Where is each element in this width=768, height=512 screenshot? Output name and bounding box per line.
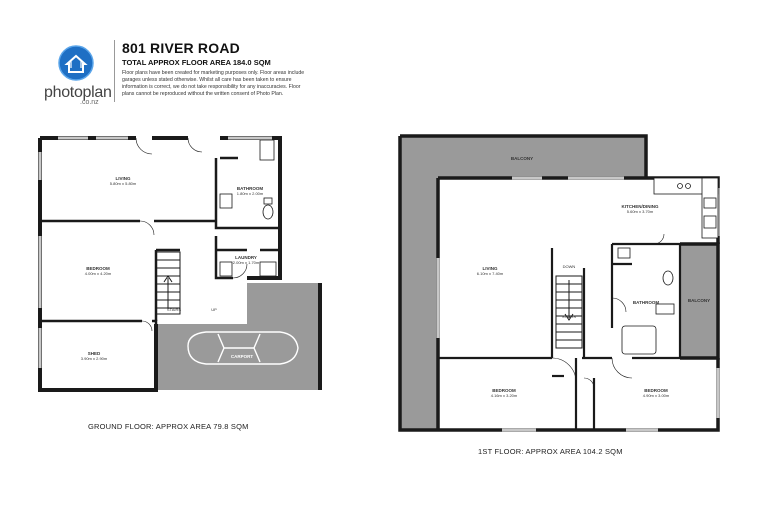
first-floor-caption: 1ST FLOOR: APPROX AREA 104.2 SQM: [478, 447, 623, 456]
ground-floor-caption: GROUND FLOOR: APPROX AREA 79.8 SQM: [88, 422, 249, 431]
first-bedroom-right-label: BEDROOM: [644, 388, 668, 393]
laundry-size: 2.00m x 1.70m: [232, 260, 260, 265]
logo-domain: .co.nz: [80, 99, 99, 106]
carport-label: CARPORT: [230, 354, 254, 359]
first-bedroom-left-size: 4.16m x 3.20m: [490, 393, 518, 398]
up-label: UP: [211, 307, 217, 312]
ground-living-size: 5.80m x 5.80m: [109, 181, 137, 186]
ground-stairs-label: STAIRS: [166, 307, 182, 312]
header-divider: [114, 40, 115, 102]
side-balcony-label: BALCONY: [687, 298, 711, 303]
kitchen-counters: [654, 178, 718, 238]
ground-interior-walls: [40, 158, 280, 324]
carport-area: [156, 283, 320, 390]
shed-size: 3.90m x 2.90m: [80, 356, 108, 361]
first-bedroom-right-size: 4.90m x 3.00m: [642, 393, 670, 398]
ground-bedroom-size: 4.00m x 4.20m: [84, 271, 112, 276]
stairs-icon: [156, 252, 180, 314]
first-stairs-label: STAIRS: [561, 314, 577, 319]
down-label: DOWN: [562, 264, 576, 269]
kitchen-dining-size: 5.60m x 3.70m: [626, 209, 654, 214]
shed-label: SHED: [87, 351, 101, 356]
property-title: 801 RIVER ROAD: [122, 40, 240, 56]
total-area-subtitle: TOTAL APPROX FLOOR AREA 184.0 SQM: [122, 58, 271, 67]
ground-floor-plan: [28, 128, 328, 398]
first-living-size: 6.10m x 7.40m: [476, 271, 504, 276]
laundry-label: LAUNDRY: [235, 255, 257, 260]
ground-bathroom-label: BATHROOM: [236, 186, 264, 191]
disclaimer-text: Floor plans have been created for marketing purposes only. Floor areas include garages unless stated otherwise. Whilst all care has been taken to ensure information is correct, we do not take responsibility for any inaccuracies. Floor plans cannot be reproduced without the written consent of Photo Plan.: [122, 70, 305, 97]
ground-bathroom-size: 1.80m x 2.00m: [236, 191, 264, 196]
ground-living-label: LIVING: [115, 176, 131, 181]
first-stairs-icon: [556, 276, 582, 348]
first-bedroom-left-label: BEDROOM: [492, 388, 516, 393]
logo-text: photoplan: [44, 84, 112, 101]
first-living-label: LIVING: [482, 266, 498, 271]
first-windows: [438, 178, 718, 430]
first-floor-plan: [392, 128, 732, 438]
top-balcony-label: BALCONY: [510, 156, 534, 161]
first-bathroom-label: BATHROOM: [632, 300, 660, 305]
photoplan-logo-icon: [58, 45, 94, 81]
door-swings: [136, 138, 247, 331]
ground-bedroom-label: BEDROOM: [86, 266, 110, 271]
bathroom-fixtures: [220, 140, 274, 219]
kitchen-dining-label: KITCHEN/DINING: [621, 204, 659, 209]
